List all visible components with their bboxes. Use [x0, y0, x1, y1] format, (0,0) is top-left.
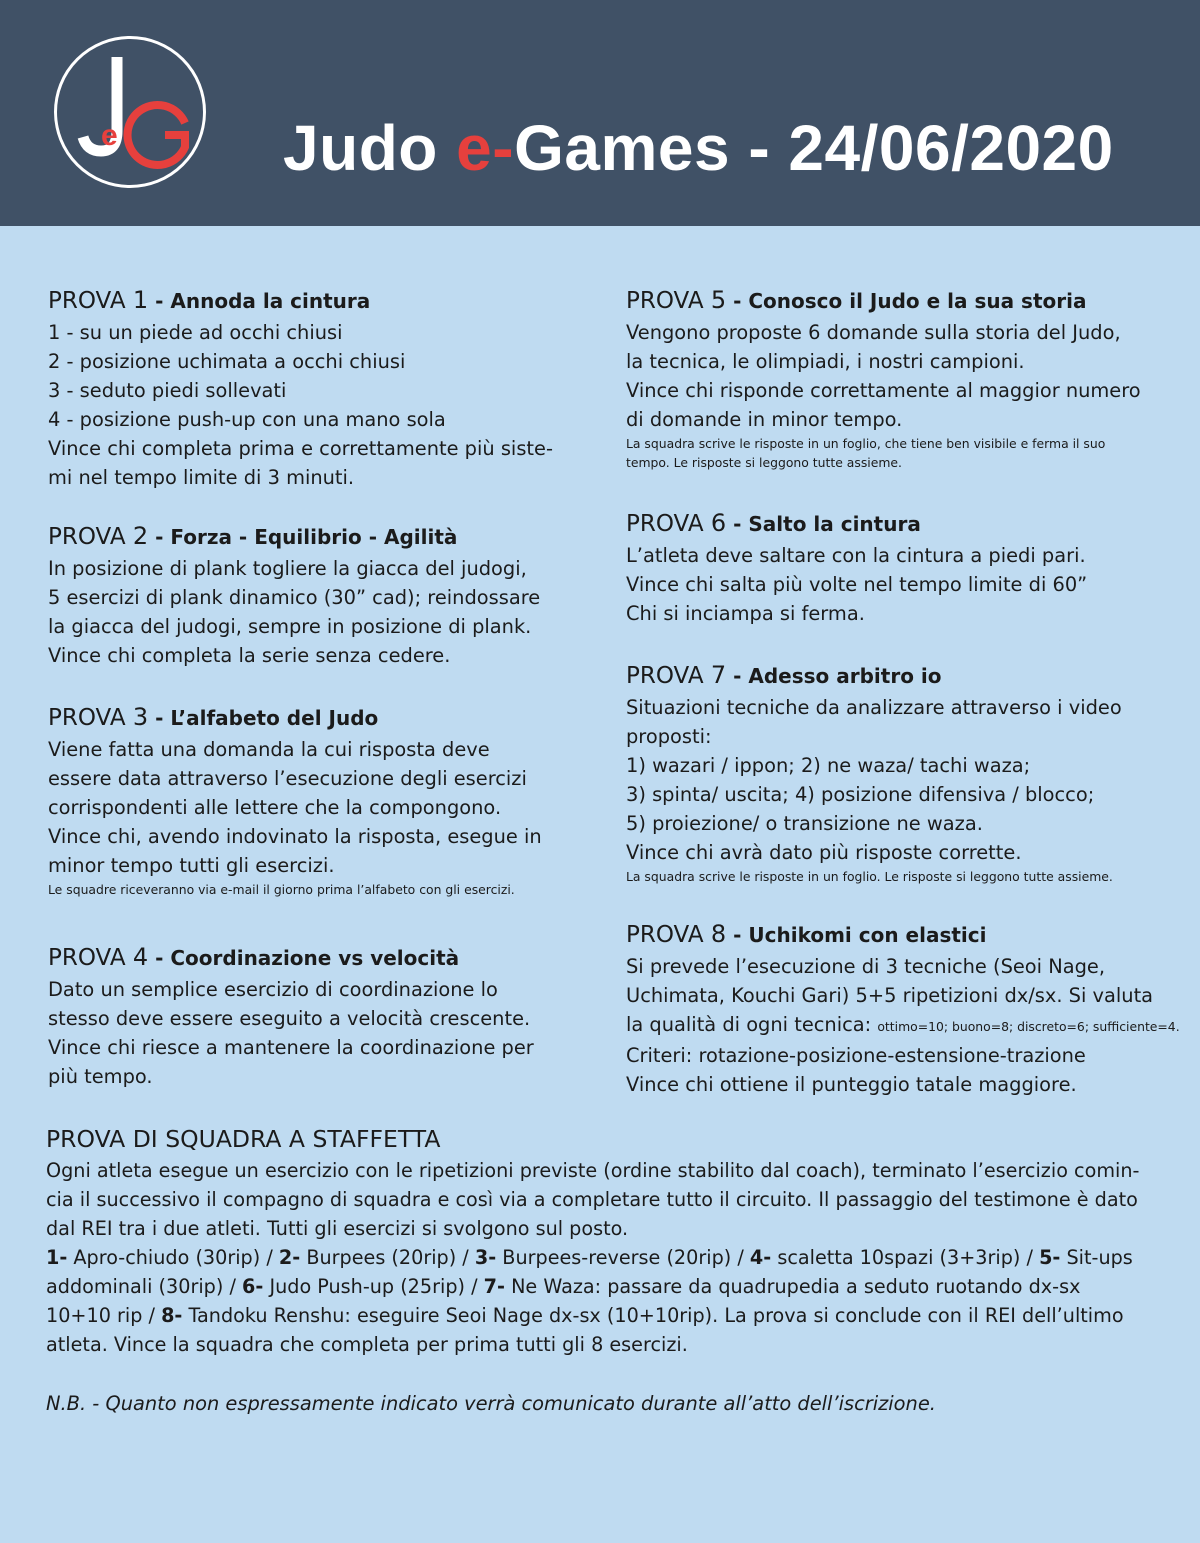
logo-e-letter: e [101, 119, 118, 152]
prova-8-line: Vince chi ottiene il punteggio tatale maggiore. [626, 1073, 1077, 1096]
prova-5-line: Vengono proposte 6 domande sulla storia del Judo, [626, 321, 1121, 344]
prova-3-note: Le squadre riceveranno via e-mail il giorno prima l’alfabeto con gli esercizi. [48, 882, 515, 897]
prova-6-line: Chi si inciampa si ferma. [626, 602, 865, 625]
title-games-date: Games - 24/06/2020 [514, 112, 1114, 184]
prova-2-line: In posizione di plank togliere la giacca del judogi, [48, 557, 527, 580]
prova-1-line: mi nel tempo limite di 3 minuti. [48, 466, 355, 489]
team-intro-line: dal REI tra i due atleti. Tutti gli esercizi si svolgono sul posto. [46, 1217, 629, 1240]
exercise-text: Ne Waza: passare da quadrupedia a seduto ruotando dx-sx [504, 1275, 1081, 1298]
prova-8-quality-scale: ottimo=10; buono=8; discreto=6; sufficiente=4. [877, 1019, 1180, 1034]
prova-3-line: corrispondenti alle lettere che la compongono. [48, 796, 502, 819]
page-title [283, 108, 1114, 188]
exercise-number: 2- [278, 1246, 301, 1269]
prova-3 [48, 700, 578, 940]
prova-1-line: 4 - posizione push-up con una mano sola [48, 408, 446, 431]
prova-3-line: Viene fatta una domanda la cui risposta deve [48, 738, 490, 761]
prova-7-line: proposti: [626, 725, 712, 748]
prova-3-line: Vince chi, avendo indovinato la risposta, esegue in [48, 825, 542, 848]
exercise-text: Sit-ups [1060, 1246, 1133, 1269]
title-accent: e- [456, 112, 515, 184]
exercise-text: Burpees-reverse (20rip) / [496, 1246, 750, 1269]
prova-2-line: Vince chi completa la serie senza cedere. [48, 644, 451, 667]
title-judo: Judo [283, 112, 457, 184]
prova-4-line: più tempo. [48, 1065, 153, 1088]
prova-1-line: 2 - posizione uchimata a occhi chiusi [48, 350, 406, 373]
footnote: N.B. - Quanto non espressamente indicato verrà comunicato durante all’atto dell’iscrizione. [46, 1392, 936, 1415]
header-banner [0, 0, 1200, 226]
prova-8-heading: PROVA 8 - Uchikomi con elastici [626, 920, 987, 948]
exercise-number: 6- [242, 1275, 264, 1298]
prova-7-line: 5) proiezione/ o transizione ne waza. [626, 812, 983, 835]
exercise-number: 8- [161, 1304, 183, 1327]
prova-4-line: stesso deve essere eseguito a velocità crescente. [48, 1007, 531, 1030]
prova-1-line: 1 - su un piede ad occhi chiusi [48, 321, 343, 344]
team-intro-line: Ogni atleta esegue un esercizio con le ripetizioni previste (ordine stabilito dal coach), terminato l’esercizio comin- [46, 1159, 1140, 1182]
prova-8-line: Criteri: rotazione-posizione-estensione-trazione [626, 1044, 1086, 1067]
prova-7-line: Vince chi avrà dato più risposte corrette. [626, 841, 1022, 864]
prova-6 [626, 506, 1156, 658]
prova-1 [48, 283, 578, 519]
team-exercise-line [46, 1330, 1166, 1359]
team-exercise-line [46, 1301, 1166, 1330]
prova-6-line: Vince chi salta più volte nel tempo limite di 60” [626, 573, 1088, 596]
prova-1-line: Vince chi completa prima e correttamente più siste- [48, 437, 553, 460]
prova-3-line: essere data attraverso l’esecuzione degli esercizi [48, 767, 527, 790]
prova-3-heading: PROVA 3 - L’alfabeto del Judo [48, 703, 379, 731]
prova-7 [626, 658, 1156, 917]
exercise-number: 1- [46, 1246, 68, 1269]
prova-4-line: Dato un semplice esercizio di coordinazione lo [48, 978, 498, 1001]
team-exercise-line [46, 1272, 1166, 1301]
prova-5-note: La squadra scrive le risposte in un foglio, che tiene ben visibile e ferma il suo [626, 436, 1106, 451]
exercise-text: scaletta 10spazi (3+3rip) / [771, 1246, 1040, 1269]
prova-7-note: La squadra scrive le risposte in un foglio. Le risposte si leggono tutte assieme. [626, 869, 1113, 884]
prova-1-line: 3 - seduto piedi sollevati [48, 379, 287, 402]
prova-8 [626, 917, 1180, 1099]
prova-5-heading: PROVA 5 - Conosco il Judo e la sua storia [626, 286, 1087, 314]
exercise-text: Apro-chiudo (30rip) / [67, 1246, 279, 1269]
prova-6-heading: PROVA 6 - Salto la cintura [626, 509, 921, 537]
exercise-text: Judo Push-up (25rip) / [263, 1275, 484, 1298]
prova-7-line: Situazioni tecniche da analizzare attraverso i video [626, 696, 1122, 719]
prova-8-line: Si prevede l’esecuzione di 3 tecniche (Seoi Nage, [626, 955, 1106, 978]
prova-5-line: Vince chi risponde correttamente al maggior numero [626, 379, 1141, 402]
team-relay-heading: PROVA DI SQUADRA A STAFFETTA [46, 1125, 441, 1153]
team-exercise-list [46, 1243, 1166, 1359]
logo-mark-icon [57, 39, 203, 185]
prova-5 [626, 283, 1156, 506]
prova-8-quality-line: la qualità di ogni tecnica: ottimo=10; buono=8; discreto=6; sufficiente=4. [626, 1013, 1180, 1036]
exercise-number: 5- [1039, 1246, 1061, 1269]
prova-7-heading: PROVA 7 - Adesso arbitro io [626, 661, 942, 689]
exercise-text: 10+10 rip / [46, 1304, 162, 1327]
prova-3-line: minor tempo tutti gli esercizi. [48, 854, 335, 877]
exercise-text: Burpees (20rip) / [300, 1246, 475, 1269]
right-column [626, 283, 1180, 1099]
prova-2-line: 5 esercizi di plank dinamico (30” cad); reindossare [48, 586, 541, 609]
team-exercise-line [46, 1243, 1166, 1272]
exercise-number: 7- [483, 1275, 505, 1298]
prova-7-line: 3) spinta/ uscita; 4) posizione difensiva / blocco; [626, 783, 1095, 806]
exercise-text: Tandoku Renshu: eseguire Seoi Nage dx-sx (10+10rip). La prova si conclude con il REI dell’ultimo [182, 1304, 1124, 1327]
prova-7-line: 1) wazari / ippon; 2) ne waza/ tachi waza; [626, 754, 1031, 777]
prova-2-heading: PROVA 2 - Forza - Equilibrio - Agilità [48, 522, 458, 550]
prova-5-line: di domande in minor tempo. [626, 408, 903, 431]
prova-5-note: tempo. Le risposte si leggono tutte assieme. [626, 455, 902, 470]
exercise-text: atleta. Vince la squadra che completa per prima tutti gli 8 esercizi. [46, 1333, 688, 1356]
prova-2-line: la giacca del judogi, sempre in posizione di plank. [48, 615, 532, 638]
exercise-number: 4- [749, 1246, 772, 1269]
prova-8-line: Uchimata, Kouchi Gari) 5+5 ripetizioni dx/sx. Si valuta [626, 984, 1154, 1007]
judo-egames-logo [54, 36, 206, 188]
prova-1-heading: PROVA 1 - Annoda la cintura [48, 286, 371, 314]
prova-4-line: Vince chi riesce a mantenere la coordinazione per [48, 1036, 534, 1059]
prova-4-heading: PROVA 4 - Coordinazione vs velocità [48, 943, 460, 971]
team-intro-line: cia il successivo il compagno di squadra e così via a completare tutto il circuito. Il passaggio del testimone è dato [46, 1188, 1138, 1211]
left-column [48, 283, 578, 1091]
team-relay-section [46, 1122, 1166, 1359]
prova-6-line: L’atleta deve saltare con la cintura a piedi pari. [626, 544, 1086, 567]
prova-5-line: la tecnica, le olimpiadi, i nostri campioni. [626, 350, 1025, 373]
exercise-number: 3- [474, 1246, 497, 1269]
exercise-text: addominali (30rip) / [46, 1275, 243, 1298]
prova-4 [48, 940, 578, 1091]
prova-2 [48, 519, 578, 700]
